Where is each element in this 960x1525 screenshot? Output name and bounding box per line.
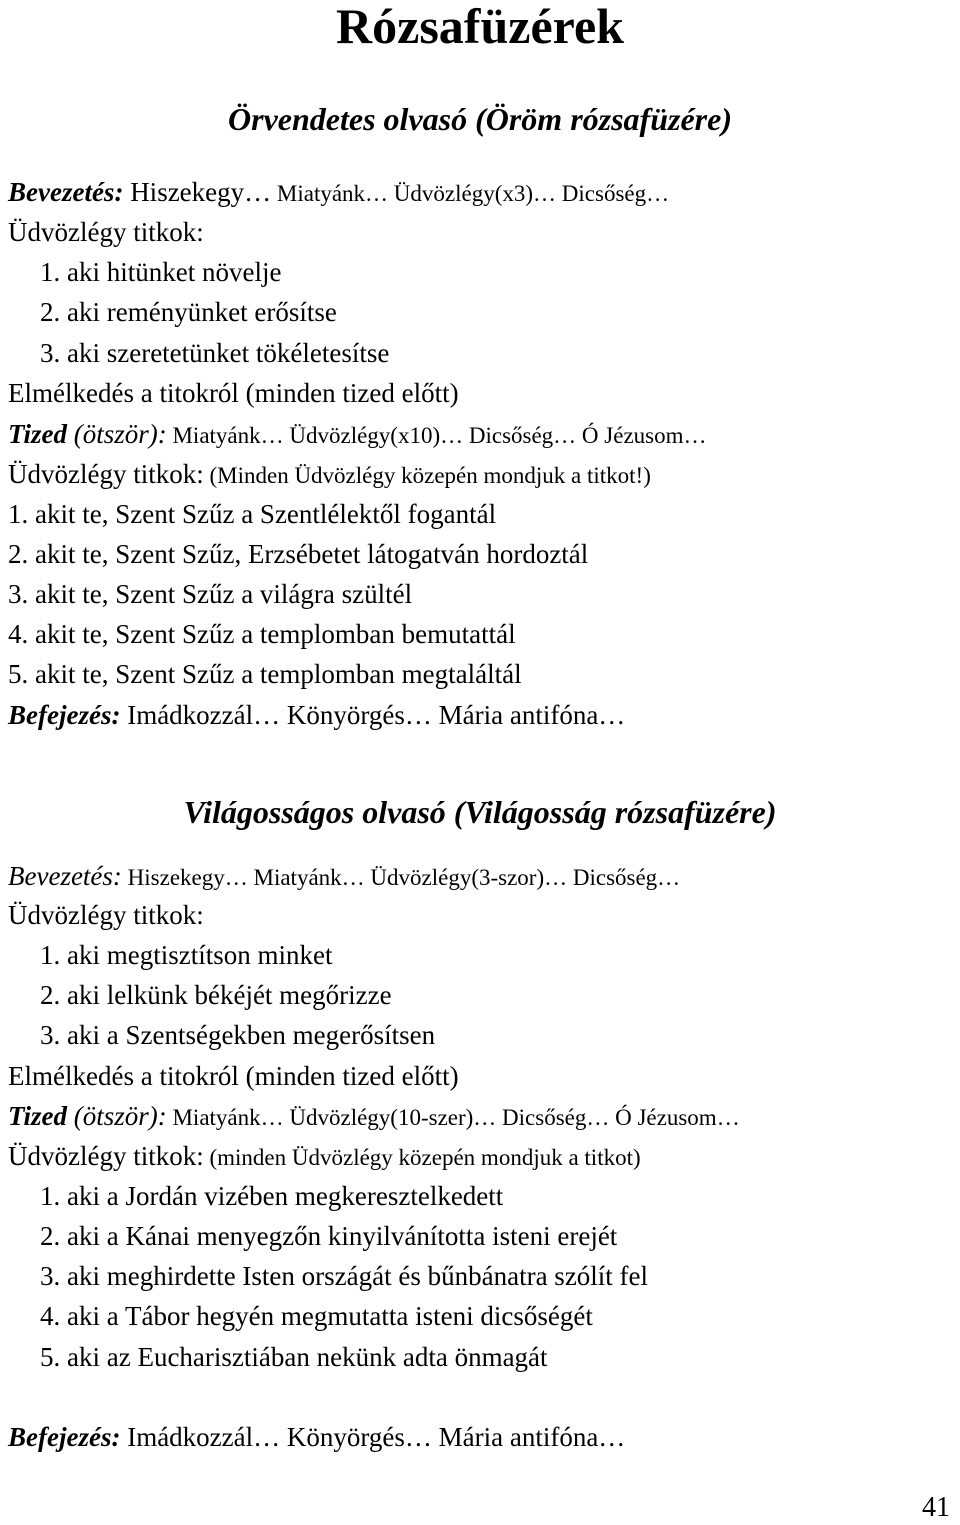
- decade-label: Tized: [8, 1101, 67, 1131]
- secret-item: 2. akit te, Szent Szűz, Erzsébetet látogatván hordoztál: [8, 539, 589, 569]
- meditation-line: Elmélkedés a titokról (minden tized előtt): [8, 1061, 459, 1091]
- decade-text: Miatyánk… Üdvözlégy(10-szer)… Dicsőség… Ó Jézusom…: [166, 1105, 740, 1130]
- decade-text: Miatyánk… Üdvözlégy(x10)… Dicsőség… Ó Jézusom…: [166, 423, 707, 448]
- intro-secrets-label: Üdvözlégy titkok:: [8, 900, 204, 930]
- secrets-label: Üdvözlégy titkok:: [8, 459, 204, 489]
- section-title-joyful: [0, 99, 960, 139]
- secret-item: 4. aki a Tábor hegyén megmutatta isteni dicsőségét: [40, 1301, 593, 1331]
- intro-secret-item: 2. aki lelkünk békéjét megőrizze: [40, 980, 392, 1010]
- section-title-bold: Örvendetes olvasó: [228, 101, 468, 137]
- secrets-note: (minden Üdvözlégy közepén mondjuk a titkot): [203, 1145, 641, 1170]
- secret-item: 5. aki az Eucharisztiában nekünk adta önmagát: [40, 1342, 548, 1372]
- page-number: 41: [922, 1492, 950, 1523]
- section-title-rest: (Öröm rózsafüzére): [467, 101, 732, 137]
- closing-label: Befejezés:: [8, 700, 121, 730]
- decade-line: [8, 1100, 740, 1134]
- secrets-line: [8, 458, 651, 492]
- secret-item: 1. akit te, Szent Szűz a Szentlélektől fogantál: [8, 499, 497, 529]
- closing-line: [8, 1421, 625, 1453]
- section-title-bold: Világosságos olvasó: [183, 794, 446, 830]
- intro-line: [8, 860, 680, 894]
- secrets-note: (Minden Üdvözlégy közepén mondjuk a titkot!): [203, 463, 651, 488]
- intro-secret-item: 1. aki hitünket növelje: [40, 257, 282, 287]
- secret-item: 5. akit te, Szent Szűz a templomban megtaláltál: [8, 659, 522, 689]
- closing-text: Imádkozzál… Könyörgés… Mária antifóna…: [120, 700, 626, 730]
- secret-item: 2. aki a Kánai menyegzőn kinyilvánította isteni erejét: [40, 1221, 618, 1251]
- decade-label: Tized: [8, 419, 67, 449]
- secrets-label: Üdvözlégy titkok:: [8, 1141, 204, 1171]
- section-title-rest: (Világosság rózsafüzére): [445, 794, 777, 830]
- closing-line: [8, 699, 625, 731]
- intro-line: [8, 176, 669, 210]
- intro-text: Hiszekegy… Miatyánk… Üdvözlégy(3-szor)… Dicsőség…: [121, 865, 681, 890]
- secret-item: 4. akit te, Szent Szűz a templomban bemutattál: [8, 619, 516, 649]
- meditation-line: Elmélkedés a titokról (minden tized előtt): [8, 378, 459, 408]
- intro-secret-item: 3. aki a Szentségekben megerősítsen: [40, 1020, 436, 1050]
- intro-label: Bevezetés:: [8, 861, 122, 891]
- decade-label-rest: (ötször):: [66, 419, 167, 449]
- secret-item: 3. akit te, Szent Szűz a világra szültél: [8, 579, 413, 609]
- secrets-line: [8, 1140, 641, 1174]
- intro-rest: Miatyánk… Üdvözlégy(x3)… Dicsőség…: [271, 181, 670, 206]
- decade-label-rest: (ötször):: [66, 1101, 167, 1131]
- secret-item: 1. aki a Jordán vizében megkeresztelkedett: [40, 1181, 504, 1211]
- page-title: Rózsafüzérek: [336, 0, 624, 54]
- intro-secret-item: 3. aki szeretetünket tökéletesítse: [40, 338, 390, 368]
- section-title-luminous: [0, 792, 960, 832]
- decade-line: [8, 418, 707, 452]
- intro-label: Bevezetés:: [8, 177, 124, 207]
- closing-text: Imádkozzál… Könyörgés… Mária antifóna…: [120, 1422, 626, 1452]
- secret-item: 3. aki meghirdette Isten országát és bűnbánatra szólít fel: [40, 1261, 649, 1291]
- intro-secret-item: 2. aki reményünket erősítse: [40, 297, 337, 327]
- closing-label: Befejezés:: [8, 1422, 121, 1452]
- intro-first: Hiszekegy…: [123, 177, 272, 207]
- intro-secret-item: 1. aki megtisztítson minket: [40, 940, 333, 970]
- intro-secrets-label: Üdvözlégy titkok:: [8, 217, 204, 247]
